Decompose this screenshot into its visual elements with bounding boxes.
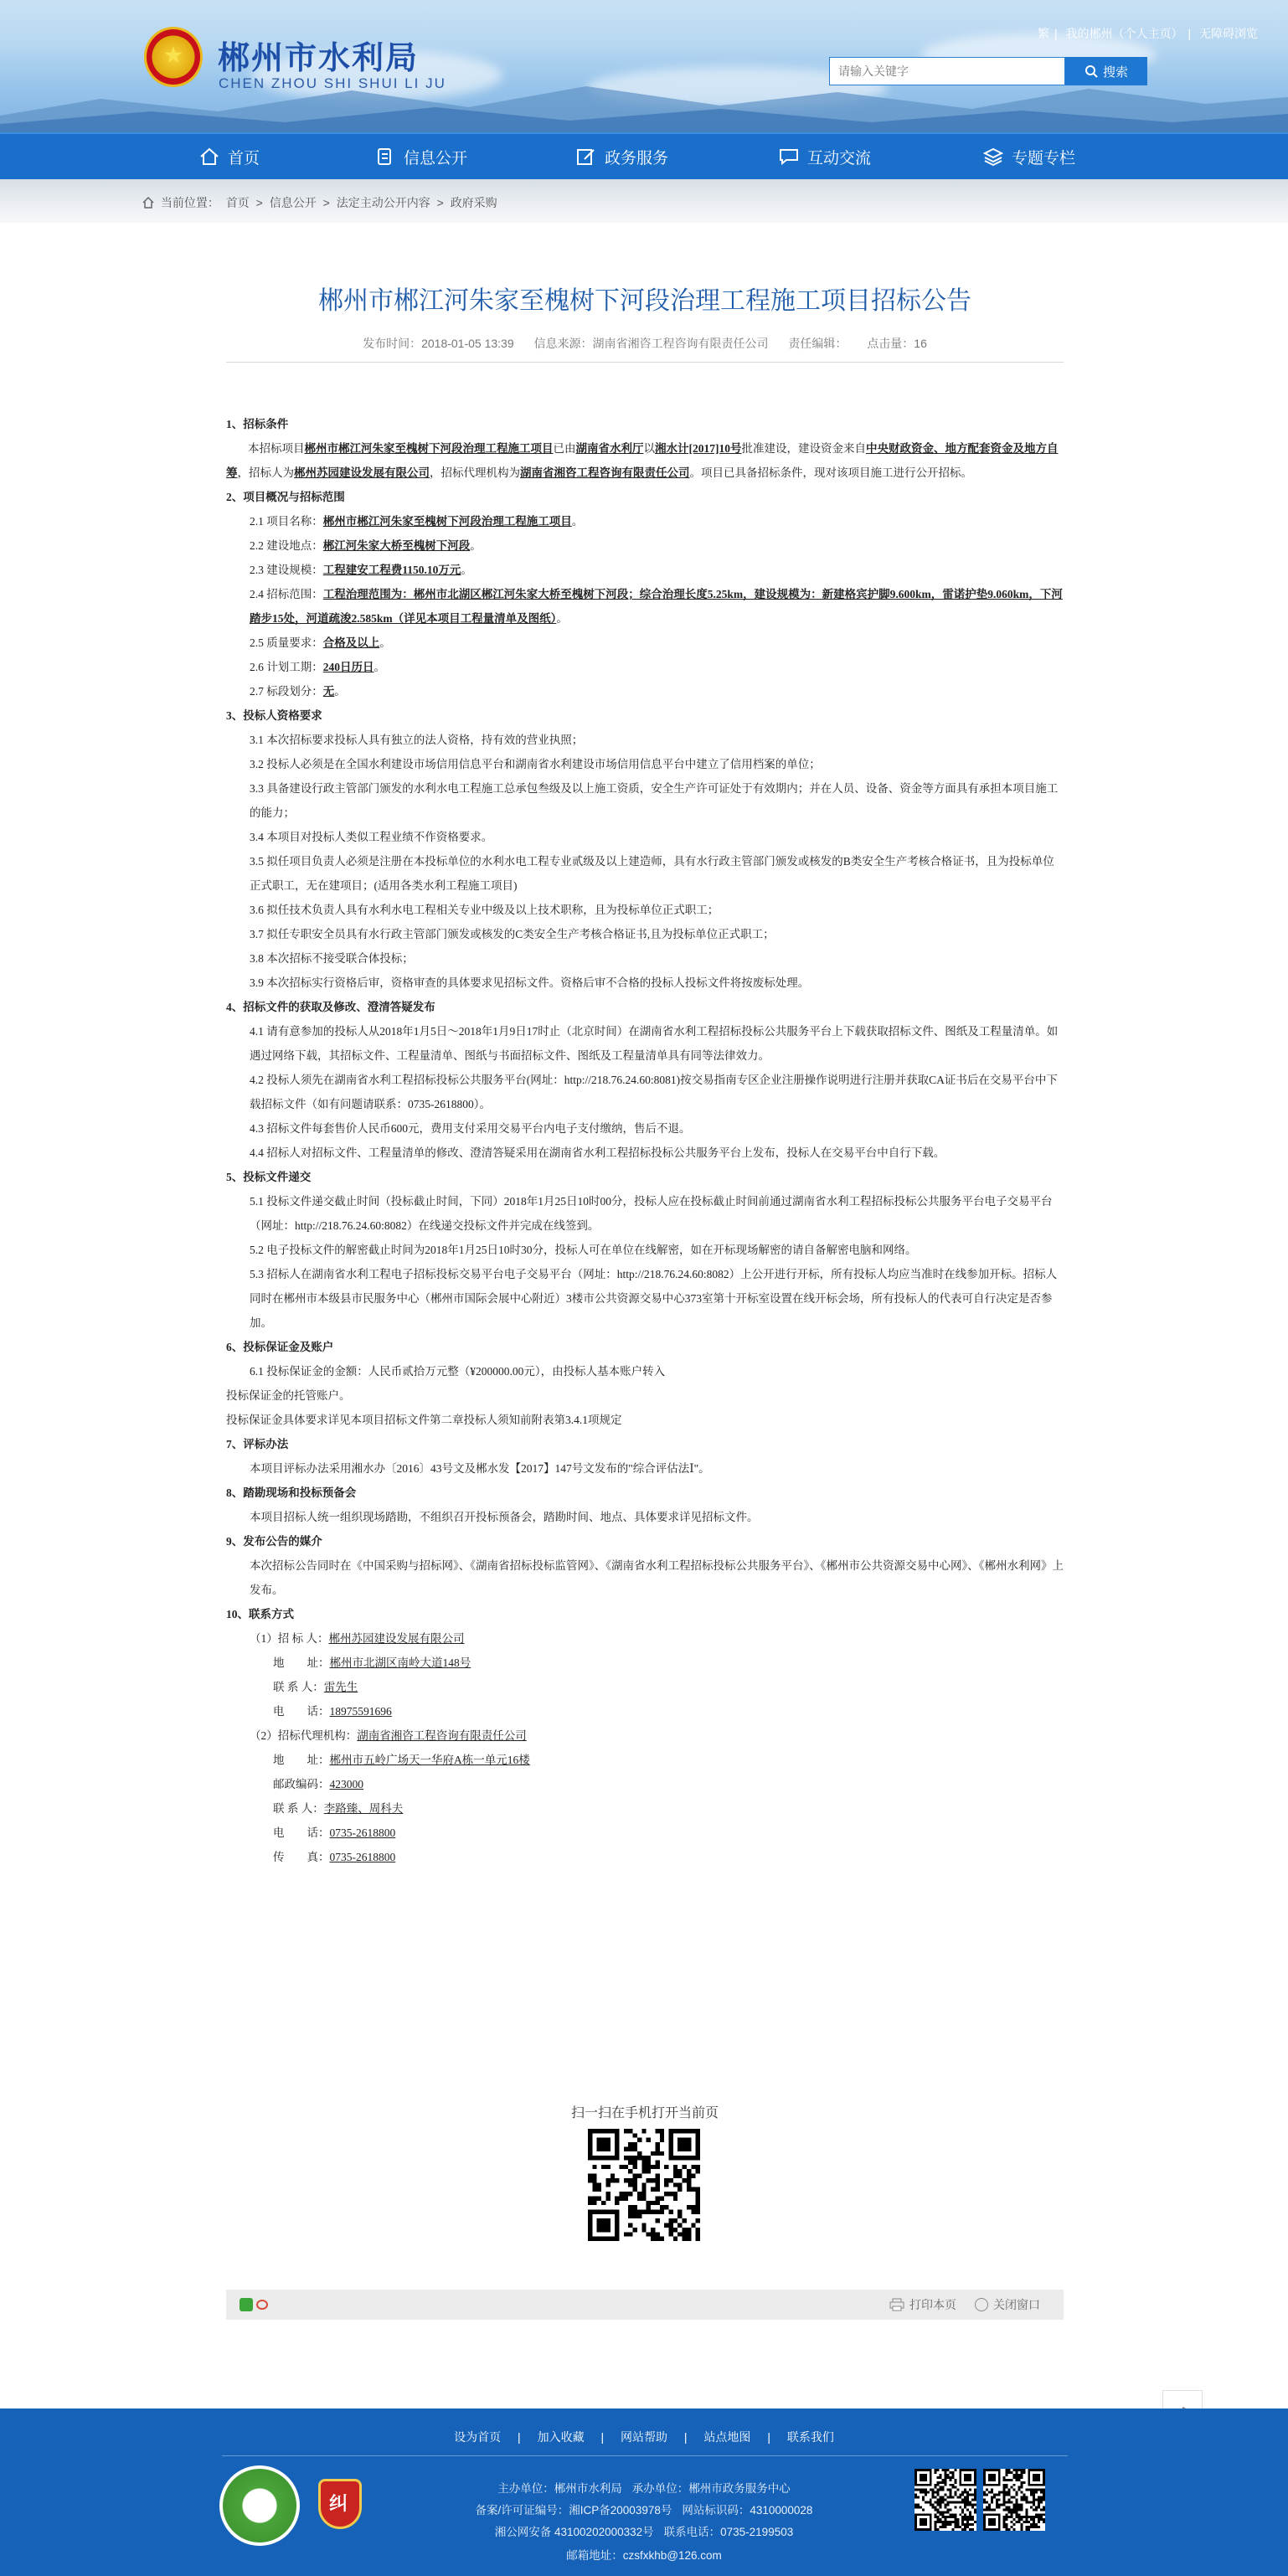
- list-item: 3.3 具备建设行政主管部门颁发的水利水电工程施工总承包叁级及以上施工资质，安全生产许可证处于有效期内；并在人员、设备、资金等方面具有承担本项目施工的能力；: [250, 782, 1059, 819]
- print-label: 打印本页: [909, 2298, 956, 2311]
- edit-icon: [576, 147, 596, 166]
- set-homepage-link[interactable]: 设为首页: [454, 2430, 502, 2444]
- top-links: 繁 | 我的郴州（个人主页） | 无障碍浏览: [1037, 27, 1258, 40]
- footer-icp: 备案/许可证编号：湘ICP备20003978号 网站标识码：4310000028: [475, 2504, 813, 2517]
- footer-sponsor: 主办单位：郴州市水利局 承办单位：郴州市政务服务中心: [497, 2482, 791, 2495]
- list-item: 4.1 请有意参加的投标人从2018年1月5日～2018年1月9日17时止（北京时间）在湖南省水利工程招标投标公共服务平台上下载获取招标文件、图纸及工程量清单。如遇过网络下载，其招标文件、工程量清单、图纸与书面招标文件、图纸及工程量清单具有同等法律效力。: [250, 1025, 1059, 1062]
- site-title[interactable]: 郴州市水利局: [218, 41, 420, 76]
- divider: [226, 362, 1064, 363]
- article-meta: [226, 335, 1064, 352]
- list-item: 6.1 投标保证金的金额：人民币贰拾万元整（¥200000.00元），由投标人基本账户转入: [250, 1365, 666, 1378]
- error-report-badge[interactable]: 纠: [318, 2479, 362, 2529]
- home-icon: [199, 147, 219, 166]
- info-source: 信息来源：湖南省湘咨工程咨询有限责任公司: [533, 337, 769, 350]
- document-icon: [375, 147, 395, 166]
- list-item: 2.4 招标范围：工程治理范围为：郴州市北湖区郴江河朱家大桥至槐树下河段；综合治理长度5.25km，建设规模为：新建格宾护脚9.600km，雷诺护垫9.060km，下河踏步15处，河道疏浚2.585km（详见本项目工程量清单及图纸）。: [250, 588, 1063, 625]
- sep: |: [518, 2430, 521, 2444]
- sep: |: [683, 2430, 688, 2444]
- editor: 责任编辑：: [788, 337, 848, 350]
- paragraph: 本项目评标办法采用湘水办〔2016〕43号文及郴水发【2017】147号文发布的"综合评估法Ⅰ"。: [250, 1462, 710, 1475]
- my-chenzhou-link[interactable]: 我的郴州（个人主页）: [1065, 27, 1183, 40]
- list-item: 2.7 标段划分：无。: [250, 685, 346, 698]
- nav-item-government-services[interactable]: [576, 134, 668, 179]
- section-heading: 8、踏勘现场和投标预备会: [226, 1486, 357, 1499]
- print-button[interactable]: [889, 2296, 956, 2313]
- breadcrumb-sep: >: [255, 196, 263, 209]
- national-emblem-logo: [144, 27, 203, 87]
- contact-row: （1）招 标 人：郴州苏园建设发展有限公司: [250, 1632, 465, 1645]
- contact-row: 联 系 人：雷先生: [273, 1681, 358, 1693]
- section-heading: 6、投标保证金及账户: [226, 1341, 334, 1353]
- sep: |: [767, 2430, 770, 2444]
- footer-links: [0, 2429, 1288, 2445]
- breadcrumb-statutory[interactable]: 法定主动公开内容: [336, 196, 430, 209]
- nav-item-home[interactable]: [199, 134, 260, 179]
- section-heading: 4、招标文件的获取及修改、澄清答疑发布: [226, 1001, 435, 1013]
- nav-item-interaction[interactable]: [779, 134, 871, 179]
- list-item: 5.3 招标人在湖南省水利工程电子招标投标交易平台电子交易平台（网址：http://218.76.24.60:8082）上公开进行开标，所有投标人均应当准时在线参加开标。招标人同时在郴州市本级县市民服务中心（郴州市国际会展中心附近）3楼市公共资源交易中心373室第十开标室设置在线开标会场，所有投标人的代表可自行决定是否参加。: [250, 1268, 1058, 1329]
- contact-row: 联 系 人：李路臻、周科夫: [273, 1802, 404, 1815]
- list-item: 4.2 投标人须先在湖南省水利工程招标投标公共服务平台(网址：http://218.76.24.60:8081)按交易指南专区企业注册操作说明进行注册并获取CA证书后在交易平台中下载招标文件（如有问题请联系：0735-2618800）。: [250, 1074, 1058, 1110]
- list-item: 3.1 本次招标要求投标人具有独立的法人资格，持有效的营业执照；: [250, 734, 584, 746]
- section-heading: 7、评标办法: [226, 1438, 289, 1450]
- list-item: 3.6 拟任技术负责人具有水利水电工程相关专业中级及以上技术职称，且为投标单位正式职工；: [250, 904, 719, 916]
- qr-label: 扫一扫在手机打开当前页: [570, 2106, 719, 2120]
- chat-icon: [779, 147, 799, 166]
- footer-email: 邮箱地址：czsfxkhb@126.com: [566, 2549, 722, 2562]
- nav-label: 首页: [228, 149, 260, 167]
- list-item: 3.2 投标人必须是在全国水利建设市场信用信息平台和湖南省水利建设市场信用信息平台中建立了信用档案的单位；: [250, 758, 821, 770]
- contact-row: 传 真：0735-2618800: [273, 1851, 396, 1863]
- list-item: 4.4 招标人对招标文件、工程量清单的修改、澄清答疑采用在湖南省水利工程招标投标公共服务平台上发布，投标人在交易平台中自行下载。: [250, 1146, 945, 1159]
- list-item: 投标保证金的托管账户。: [226, 1389, 351, 1402]
- contact-row: 邮政编码：423000: [273, 1778, 363, 1790]
- list-item: 3.9 本次招标实行资格后审，资格审查的具体要求见招标文件。资格后审不合格的投标人投标文件将按废标处理。: [250, 976, 810, 989]
- weibo-share-icon[interactable]: [256, 2300, 268, 2310]
- divider: [222, 2455, 1068, 2456]
- home-small-icon: [142, 197, 154, 209]
- wechat-share-icon[interactable]: [240, 2298, 253, 2311]
- section-heading: 1、招标条件: [226, 418, 289, 430]
- breadcrumb-procurement[interactable]: 政府采购: [450, 196, 497, 209]
- nav-item-info-disclosure[interactable]: [375, 134, 467, 179]
- contact-link[interactable]: 联系我们: [786, 2430, 834, 2444]
- list-item: 2.6 计划工期：240日历日。: [250, 661, 385, 673]
- list-item: 2.2 建设地点：郴江河朱家大桥至槐树下河段。: [250, 539, 482, 552]
- search-icon: [1084, 64, 1098, 78]
- list-item: 3.4 本项目对投标人类似工程业绩不作资格要求。: [250, 831, 493, 843]
- section-heading: 9、发布公告的媒介: [226, 1535, 322, 1548]
- close-icon: [975, 2298, 988, 2311]
- list-item: 5.1 投标文件递交截止时间（投标截止时间，下同）2018年1月25日10时00分，投标人应在投标截止时间前通过湖南省水利工程招标投标公共服务平台电子交易平台（网址：http://218.76.24.60:8082）在线递交投标文件并完成在线签到。: [250, 1195, 1053, 1232]
- qr-code-image: [588, 2129, 700, 2241]
- list-item: 5.2 电子投标文件的解密截止时间为2018年1月25日10时30分，投标人可在单位在线解密，如在开标现场解密的请自备解密电脑和网络。: [250, 1244, 917, 1256]
- list-item: 2.1 项目名称：郴州市郴江河朱家至槐树下河段治理工程施工项目。: [250, 515, 584, 528]
- nav-label: 专题专栏: [1012, 149, 1076, 167]
- breadcrumb: [142, 194, 501, 211]
- close-window-button[interactable]: [975, 2296, 1040, 2313]
- site-subtitle: CHEN ZHOU SHI SHUI LI JU: [219, 75, 446, 91]
- sep: |: [600, 2430, 605, 2444]
- main-nav: [0, 132, 1288, 179]
- nav-label: 政务服务: [605, 149, 669, 167]
- breadcrumb-sep: >: [322, 196, 330, 209]
- add-favorite-link[interactable]: 加入收藏: [537, 2430, 585, 2444]
- article-body: [226, 412, 1064, 1869]
- site-help-link[interactable]: 网站帮助: [621, 2430, 667, 2444]
- paragraph: 本招标项目郴州市郴江河朱家至槐树下河段治理工程施工项目已由湖南省水利厅以湘水计[2017]10号批准建设，建设资金来自中央财政资金、地方配套资金及地方自筹，招标人为郴州苏园建设发展有限公司，招标代理机构为湖南省湘咨工程咨询有限责任公司。项目已具备招标条件，现对该项目施工进行公开招标。: [226, 442, 1059, 479]
- printer-icon: [889, 2298, 904, 2311]
- search-button[interactable]: [1065, 57, 1147, 85]
- list-item: 投标保证金具体要求详见本项目招标文件第二章投标人须知前附表第3.4.1项规定: [226, 1414, 622, 1426]
- breadcrumb-label: 当前位置：: [160, 196, 219, 209]
- search-button-label: 搜索: [1102, 64, 1128, 80]
- list-item: 2.3 建设规模：工程建安工程费1150.10万元。: [250, 564, 472, 576]
- traditional-chinese-link[interactable]: 繁: [1037, 27, 1049, 40]
- article-toolbar: [226, 2290, 1064, 2320]
- list-item: 2.5 质量要求：合格及以上。: [250, 636, 391, 649]
- contact-row: 地 址：郴州市北湖区南岭大道148号: [273, 1656, 471, 1669]
- list-item: 3.7 拟任专职安全员具有水行政主管部门颁发或核发的C类安全生产考核合格证书,且为投标单位正式职工；: [250, 928, 775, 940]
- breadcrumb-home[interactable]: 首页: [225, 196, 250, 209]
- layers-icon: [983, 147, 1003, 166]
- contact-row: 地 址：郴州市五岭广场天一华府A栋一单元16楼: [273, 1754, 530, 1766]
- publish-time: 发布时间：2018-01-05 13:39: [363, 337, 514, 350]
- footer-police: 湘公网安备 43100202000332号 联系电话：0735-2199503: [494, 2526, 794, 2538]
- section-heading: 10、联系方式: [226, 1608, 294, 1620]
- list-item: 4.3 招标文件每套售价人民币600元，费用支付采用交易平台内电子支付缴纳，售后不退。: [250, 1122, 691, 1135]
- contact-row: 电 话：18975591696: [273, 1705, 392, 1718]
- nav-item-special-topics[interactable]: [983, 134, 1075, 179]
- nav-label: 互动交流: [807, 149, 872, 167]
- section-heading: 2、项目概况与招标范围: [226, 491, 345, 503]
- sitemap-link[interactable]: 站点地图: [703, 2430, 751, 2444]
- section-heading: 5、投标文件递交: [226, 1171, 312, 1183]
- paragraph: 本项目招标人统一组织现场踏勘，不组织召开投标预备会，踏勘时间、地点、具体要求详见招标文件。: [250, 1511, 759, 1523]
- footer-qr-code: [983, 2469, 1045, 2531]
- section-heading: 3、投标人资格要求: [226, 709, 322, 722]
- breadcrumb-sep: >: [436, 196, 444, 209]
- accessibility-link[interactable]: 无障碍浏览: [1199, 27, 1258, 40]
- article-title: 郴州市郴江河朱家至槐树下河段治理工程施工项目招标公告: [318, 287, 971, 315]
- footer-qr-code: [914, 2469, 976, 2531]
- contact-row: （2）招标代理机构：湖南省湘咨工程咨询有限责任公司: [250, 1729, 527, 1742]
- search-input[interactable]: [829, 57, 1065, 85]
- nav-label: 信息公开: [404, 149, 468, 167]
- contact-row: 电 话：0735-2618800: [273, 1826, 396, 1839]
- breadcrumb-info[interactable]: 信息公开: [269, 196, 317, 209]
- close-label: 关闭窗口: [993, 2298, 1040, 2311]
- list-item: 3.5 拟任项目负责人必须是注册在本投标单位的水利水电工程专业贰级及以上建造师，具有水行政主管部门颁发或核发的B类安全生产考核合格证书，且为投标单位正式职工，无在建项目；(适用各类水利工程施工项目): [250, 855, 1054, 892]
- paragraph: 本次招标公告同时在《中国采购与招标网》、《湖南省招标投标监管网》、《湖南省水利工程招标投标公共服务平台》、《郴州市公共资源交易中心网》、《郴州水利网》上发布。: [250, 1559, 1064, 1596]
- list-item: 3.8 本次招标不接受联合体投标；: [250, 952, 414, 965]
- view-count: 点击量：16: [867, 337, 927, 350]
